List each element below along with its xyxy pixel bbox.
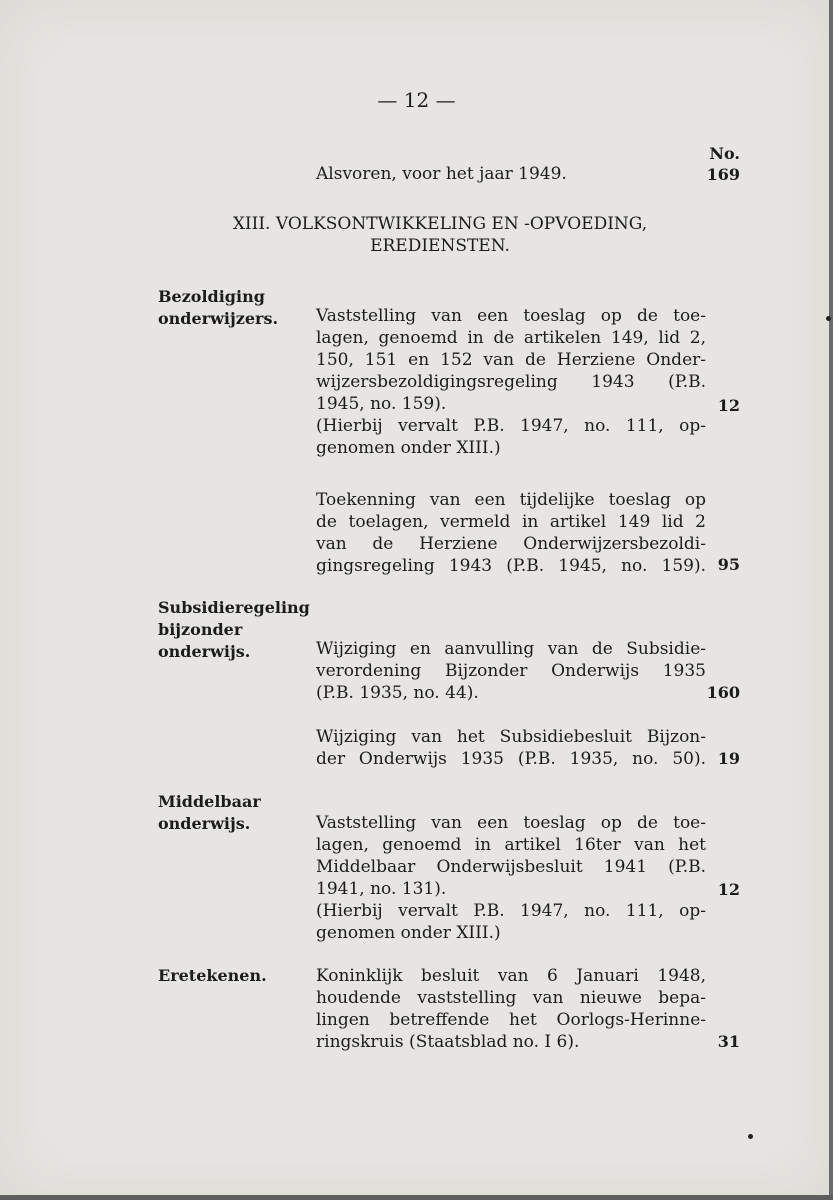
entry-line: genomen onder XIII.) — [316, 438, 501, 458]
page-number: — 12 — — [377, 88, 456, 112]
entry-line: Vaststelling van een toeslag op de toe- — [316, 306, 706, 326]
entry-5-number: 12 — [717, 880, 740, 899]
entry-line: lingen betreffende het Oorlogs-Herinne- — [316, 1010, 706, 1030]
entry-line: wijzersbezoldigingsregeling 1943 (P.B. — [316, 372, 706, 392]
side-heading-line: onderwijs. — [158, 814, 251, 833]
entry-line: der Onderwijs 1935 (P.B. 1935, no. 50). — [316, 749, 706, 769]
side-heading-eretekenen — [158, 965, 267, 987]
section-title-line2: EREDIENSTEN. — [370, 236, 510, 256]
entry-line: (Hierbij vervalt P.B. 1947, no. 111, op- — [316, 901, 706, 921]
entry-line: ringskruis (Staatsblad no. I 6). — [316, 1032, 580, 1052]
margin-mark — [826, 316, 831, 321]
entry-line: genomen onder XIII.) — [316, 923, 501, 943]
entry-6 — [316, 965, 706, 1053]
entry-1-number: 12 — [717, 396, 740, 415]
entry-line: Koninklijk besluit van 6 Januari 1948, — [316, 966, 706, 986]
entry-line: van de Herziene Onderwijzersbezoldi- — [316, 534, 706, 554]
entry-line: Wijziging en aanvulling van de Subsidie- — [316, 639, 706, 659]
entry-line: de toelagen, vermeld in artikel 149 lid 2 — [316, 512, 706, 532]
entry-line: lagen, genoemd in de artikelen 149, lid 2, — [316, 328, 706, 348]
entry-3-number: 160 — [706, 683, 740, 702]
entry-4-number: 19 — [717, 749, 740, 768]
entry-line: houdende vaststelling van nieuwe bepa- — [316, 988, 706, 1008]
entry-line: verordening Bijzonder Onderwijs 1935 — [316, 661, 706, 681]
side-heading-line: Subsidieregeling — [158, 598, 310, 617]
entry-line: 150, 151 en 152 van de Herziene Onder- — [316, 350, 706, 370]
entry-5 — [316, 812, 706, 944]
intro-text: Alsvoren, voor het jaar 1949. — [316, 164, 567, 184]
entry-line: gingsregeling 1943 (P.B. 1945, no. 159). — [316, 556, 706, 576]
side-heading-line: Middelbaar — [158, 792, 261, 811]
entry-line: Toekenning van een tijdelijke toeslag op — [316, 490, 706, 510]
side-heading-middelbaar — [158, 791, 261, 835]
entry-line: Vaststelling van een toeslag op de toe- — [316, 813, 706, 833]
entry-6-number: 31 — [717, 1032, 740, 1051]
section-title-line1: XIII. VOLKSONTWIKKELING EN -OPVOEDING, — [232, 214, 648, 234]
side-heading-bezoldiging — [158, 286, 278, 330]
side-heading-subsidie — [158, 597, 310, 663]
entry-line: 1941, no. 131). — [316, 879, 447, 899]
entry-4 — [316, 726, 706, 770]
entry-line: 1945, no. 159). — [316, 394, 447, 414]
entry-1 — [316, 305, 706, 459]
entry-line: lagen, genoemd in artikel 16ter van het — [316, 835, 706, 855]
entry-line: Wijziging van het Subsidiebesluit Bijzon- — [316, 727, 706, 747]
entry-2-number: 95 — [717, 555, 740, 574]
intro-number: 169 — [706, 165, 740, 184]
page-edge-right — [829, 0, 833, 1200]
page-edge-bottom — [0, 1195, 833, 1200]
entry-3 — [316, 638, 706, 704]
no-column-header: No. — [709, 144, 740, 163]
entry-2 — [316, 489, 706, 577]
side-heading-line: onderwijzers. — [158, 309, 279, 328]
entry-line: (Hierbij vervalt P.B. 1947, no. 111, op- — [316, 416, 706, 436]
entry-line: (P.B. 1935, no. 44). — [316, 683, 479, 703]
side-heading-line: Bezoldiging — [158, 287, 265, 306]
side-heading-line: bijzonder — [158, 620, 243, 639]
side-heading-line: Eretekenen. — [158, 966, 267, 985]
side-heading-line: onderwijs. — [158, 642, 251, 661]
entry-line: Middelbaar Onderwijsbesluit 1941 (P.B. — [316, 857, 706, 877]
margin-mark — [748, 1134, 753, 1139]
